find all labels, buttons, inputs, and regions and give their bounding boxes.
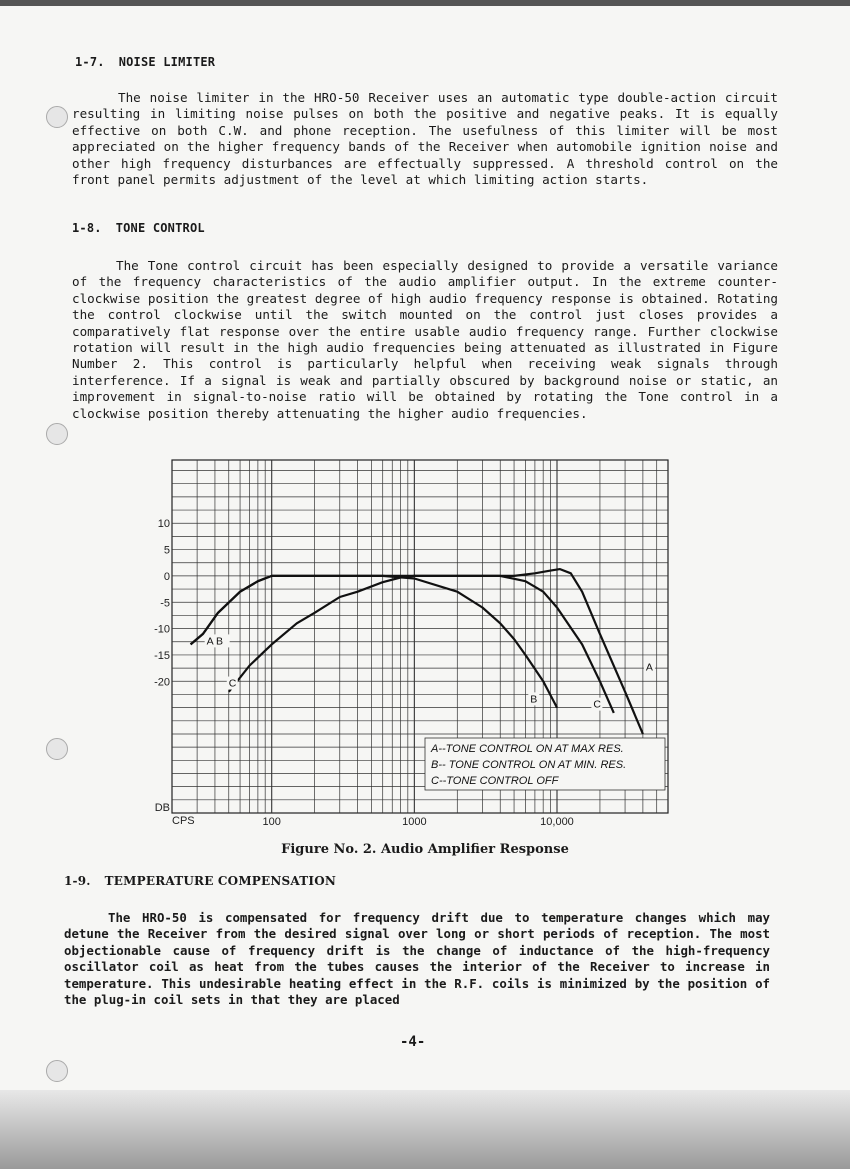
x-tick-label: 100 — [262, 816, 281, 828]
curve-label: C — [228, 677, 237, 690]
response-curve-a — [191, 569, 643, 734]
y-tick-label: -5 — [160, 597, 170, 610]
y-tick-label: -20 — [154, 676, 170, 689]
binder-hole — [46, 423, 68, 445]
y-axis-label: DB — [154, 802, 170, 814]
section-number: 1-9. — [64, 874, 91, 888]
page-number: -4- — [400, 1034, 426, 1050]
legend-item: A--TONE CONTROL ON AT MAX RES. — [431, 743, 624, 755]
legend-item: B-- TONE CONTROL ON AT MIN. RES. — [431, 759, 627, 771]
legend-item: C--TONE CONTROL OFF — [431, 775, 559, 787]
binder-hole — [46, 738, 68, 760]
y-tick-label: 5 — [163, 544, 170, 557]
x-axis-label: CPS — [172, 815, 195, 827]
response-curve-c — [229, 576, 614, 713]
x-tick-label: 1000 — [402, 816, 427, 828]
x-tick-label: 10,000 — [540, 816, 574, 828]
binder-hole — [46, 106, 68, 128]
scan-bottom-edge — [0, 1090, 850, 1169]
figure-caption: Figure No. 2. Audio Amplifier Response — [281, 842, 569, 857]
section-heading-temperature — [64, 874, 336, 888]
x-axis-labels — [172, 815, 574, 828]
chart-legend — [425, 738, 665, 790]
curve-label: B — [530, 693, 538, 706]
curve-label: C — [593, 698, 602, 711]
section-number: 1-8. — [72, 221, 102, 235]
scan-top-edge — [0, 0, 850, 6]
noise-limiter-paragraph: The noise limiter in the HRO-50 Receiver uses an automatic type double-action circuit resulting in limiting noise pulses on both the positive and negative peaks. It is equally effective on both C.W. and phone reception. The usefulness of this limiter will be most appreciated on the higher frequency bands of the Receiver when automobile ignition noise and other high frequency disturbances are effectually suppressed. A threshold control on the front panel permits adjustment of the level at which limiting action starts. — [72, 90, 778, 188]
y-axis-labels — [154, 518, 170, 814]
section-title: NOISE LIMITER — [118, 55, 216, 69]
section-title: TEMPERATURE COMPENSATION — [104, 874, 337, 888]
chart-curves — [191, 569, 643, 734]
audio-response-chart — [150, 455, 680, 835]
y-tick-label: 10 — [157, 518, 170, 531]
y-tick-label: -15 — [154, 649, 170, 662]
curve-label: A B — [206, 635, 224, 648]
temperature-paragraph: The HRO-50 is compensated for frequency drift due to temperature changes which may detune the Receiver from the desired signal over long or short periods of reception. The most objectionable cause of frequency drift is the change of inductance of the high-frequency oscillator coil as heat from the tubes causes the interior of the Receiver to increase in temperature. This undesirable heating effect in the R.F. coils is minimized by the position of the plug-in coil sets in that they are placed — [64, 910, 770, 1008]
tone-control-paragraph: The Tone control circuit has been especially designed to provide a versatile variance of the frequency characteristics of the audio amplifier output. In the extreme counter-clockwise position the greatest degree of high audio frequency response is obtained. Rotating the control clockwise until the switch mounted on the control just closes provides a comparatively flat response over the entire usable audio frequency range. Further clockwise rotation will result in the high audio frequencies being attenuated as illustrated in Figure Number 2. This control is particularly helpful when receiving weak signals through interference. If a signal is weak and partially obscured by background noise or static, an improvement in signal-to-noise ratio will be obtained by rotating the Tone control in a clockwise position thereby attenuating the higher audio frequencies. — [72, 258, 778, 421]
y-tick-label: 0 — [163, 570, 170, 583]
binder-hole — [46, 1060, 68, 1082]
y-tick-label: -10 — [154, 623, 170, 636]
section-heading-noise-limiter — [75, 55, 215, 69]
section-number: 1-7. — [75, 55, 105, 69]
section-heading-tone-control — [72, 221, 205, 235]
section-title: TONE CONTROL — [115, 221, 205, 235]
curve-label: A — [645, 661, 653, 674]
